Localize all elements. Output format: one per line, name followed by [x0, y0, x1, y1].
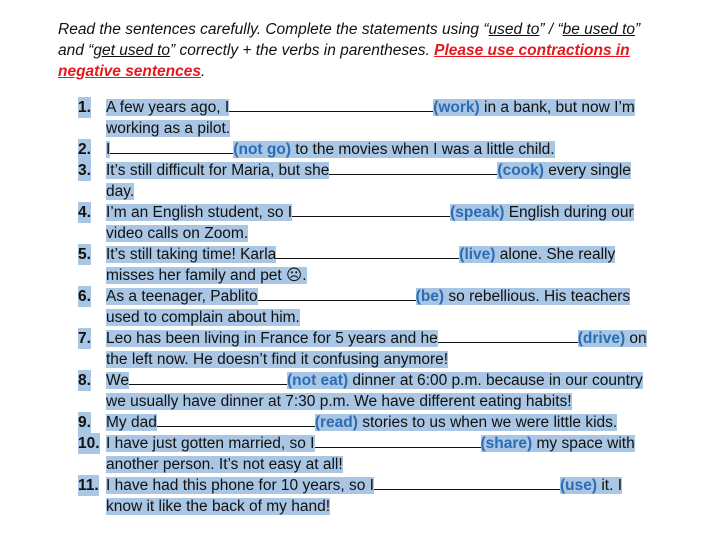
- verb-hint: (read): [314, 414, 358, 431]
- sentence-end: English during our video calls on Zoom.: [106, 204, 634, 242]
- exercise-item: [78, 286, 658, 328]
- item-number: 6.: [78, 288, 91, 305]
- sentence-end: in a bank, but now I’m working as a pilot.: [106, 99, 635, 137]
- sentence-end: to the movies when I was a little child.: [290, 141, 555, 158]
- answer-blank[interactable]: [229, 97, 433, 112]
- sentence-start: It’s still taking time! Karla: [106, 246, 277, 263]
- exercise-item: [78, 202, 658, 244]
- instr-warning: Please use contractions in negative sentences: [58, 42, 630, 80]
- sentence-end: so rebellious. His teachers used to complain about him.: [106, 288, 631, 326]
- item-number: 1.: [78, 99, 91, 116]
- verb-hint: (drive): [577, 330, 626, 347]
- item-number: 3.: [78, 162, 91, 179]
- verb-hint: (not eat): [286, 372, 349, 389]
- exercise-item: [78, 433, 658, 475]
- sentence-end: on the left now. He doesn’t find it confusing anymore!: [106, 330, 647, 368]
- instr-used-to: used to: [488, 21, 540, 38]
- verb-hint: (live): [459, 246, 496, 263]
- exercise-list: [78, 97, 658, 517]
- sentence-start: I have just gotten married, so I: [106, 435, 315, 452]
- instr-text-1: Read the sentences carefully. Complete the statements using “: [58, 21, 489, 38]
- answer-blank[interactable]: [276, 244, 459, 259]
- answer-blank[interactable]: [129, 370, 287, 385]
- sentence-start: It’s still difficult for Maria, but she: [106, 162, 330, 179]
- answer-blank[interactable]: [110, 139, 233, 154]
- instr-text-2: ” / “: [539, 21, 563, 38]
- sentence-start: My dad: [106, 414, 157, 431]
- sentence-end: dinner at 6:00 p.m. because in our country we usually have dinner at 7:30 p.m. We have different eating habits!: [106, 372, 643, 410]
- sentence-end: it. I know it like the back of my hand!: [106, 477, 623, 515]
- exercise-item: [78, 244, 658, 286]
- item-number: 9.: [78, 414, 91, 431]
- verb-hint: (be): [415, 288, 445, 305]
- sentence-end: every single day.: [106, 162, 631, 200]
- exercise-item: [78, 328, 658, 370]
- sentence-start: We: [106, 372, 129, 389]
- instr-get-used-to: get used to: [93, 42, 171, 59]
- verb-hint: (work): [433, 99, 480, 116]
- verb-hint: (not go): [233, 141, 291, 158]
- instr-text-3: ” and “: [58, 21, 641, 59]
- sentence-start: I: [106, 141, 111, 158]
- exercise-item: [78, 412, 658, 433]
- instr-text-4: ” correctly + the verbs in parentheses.: [170, 42, 435, 59]
- exercise-item: [78, 160, 658, 202]
- answer-blank[interactable]: [438, 328, 578, 343]
- sentence-end: alone. She really misses her family and pet ☹.: [106, 246, 616, 284]
- sentence-end: my space with another person. It’s not easy at all!: [106, 435, 635, 473]
- instr-be-used-to: be used to: [562, 21, 636, 38]
- verb-hint: (use): [559, 477, 598, 494]
- sentence-start: A few years ago, I: [106, 99, 230, 116]
- answer-blank[interactable]: [315, 433, 481, 448]
- sentence-start: I’m an English student, so I: [106, 204, 293, 221]
- item-number: 2.: [78, 141, 91, 158]
- item-number: 4.: [78, 204, 91, 221]
- sentence-start: As a teenager, Pablito: [106, 288, 258, 305]
- answer-blank[interactable]: [292, 202, 450, 217]
- exercise-item: [78, 139, 658, 160]
- exercise-item: [78, 97, 658, 139]
- verb-hint: (share): [480, 435, 533, 452]
- item-number: 8.: [78, 372, 91, 389]
- verb-hint: (cook): [497, 162, 544, 179]
- answer-blank[interactable]: [374, 475, 560, 490]
- instructions: [58, 19, 668, 82]
- sentence-start: I have had this phone for 10 years, so I: [106, 477, 374, 494]
- sentence-start: Leo has been living in France for 5 years and he: [106, 330, 438, 347]
- item-number: 10.: [78, 435, 100, 452]
- item-number: 7.: [78, 330, 91, 347]
- item-number: 11.: [78, 477, 99, 494]
- answer-blank[interactable]: [329, 160, 497, 175]
- sentence-end: stories to us when we were little kids.: [357, 414, 618, 431]
- instr-text-5: .: [201, 63, 206, 80]
- item-number: 5.: [78, 246, 91, 263]
- verb-hint: (speak): [450, 204, 505, 221]
- answer-blank[interactable]: [258, 286, 416, 301]
- exercise-item: [78, 475, 658, 517]
- exercise-item: [78, 370, 658, 412]
- answer-blank[interactable]: [157, 412, 315, 427]
